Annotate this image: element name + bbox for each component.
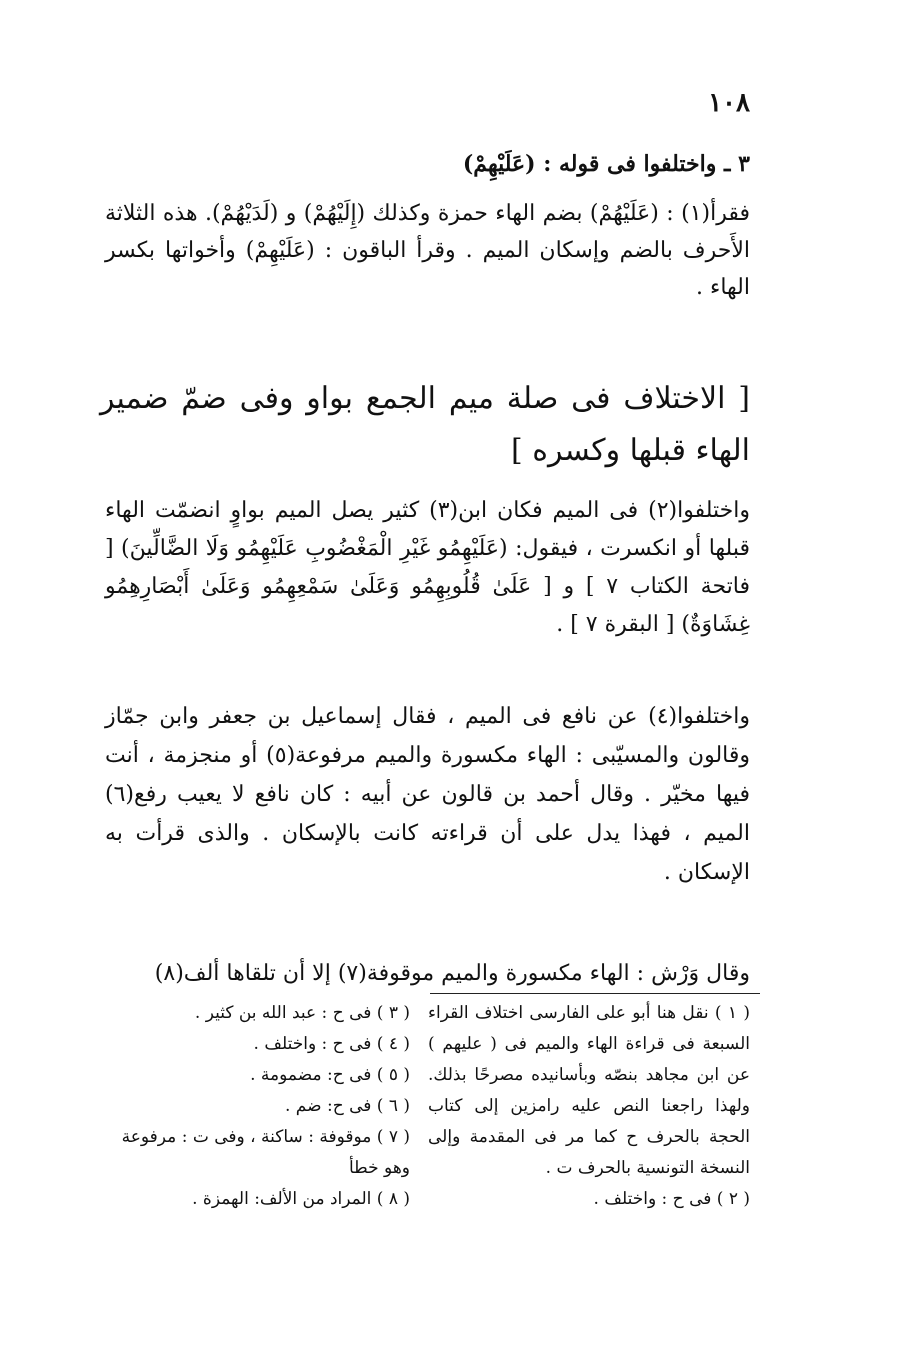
- paragraph-4: وقال وَرْش : الهاء مكسورة والميم موقوفة(٧) إلا أن تلقاها ألف(٨): [154, 961, 750, 986]
- paragraph-2: واختلفوا(٢) فى الميم فكان ابن(٣) كثير يصل الميم بواوٍ انضمّت الهاء قبلها أو انكسرت ، فيقول: (عَلَيْهِمُو غَيْرِ الْمَغْضُوبِ عَلَيْهِمُو وَلَا الضَّالِّينَ) [ فاتحة الكتاب ٧ ] و [ عَلَىٰ قُلُوبِهِمُو وَعَلَىٰ سَمْعِهِمُو وَعَلَىٰ أَبْصَارِهِمُو غِشَاوَةٌ) [ البقرة ٧ ] .: [105, 498, 751, 637]
- footnote-4: ( ٤ ) فى ح : واختلف .: [253, 1034, 410, 1054]
- footnotes-right-column: [428, 998, 750, 1215]
- footnote-divider: [430, 993, 760, 994]
- item-heading: ٣ ـ واختلفوا فى قوله : (عَلَيْهِمْ): [462, 151, 750, 177]
- section-title: [ الاختلاف فى صلة ميم الجمع بواو وفى ضمّ ضمير الهاء قبلها وكسره ]: [100, 381, 750, 468]
- footnotes-left-column: [107, 998, 410, 1215]
- footnote-5: ( ٥ ) فى ح: مضمومة .: [250, 1065, 410, 1085]
- page-number: ١٠٨: [708, 88, 750, 118]
- footnote-6: ( ٦ ) فى ح: ضم .: [285, 1096, 410, 1116]
- paragraph-3: واختلفوا(٤) عن نافع فى الميم ، فقال إسماعيل بن جعفر وابن جمّاز وقالون والمسيّبى : الهاء مكسورة والميم مرفوعة(٥) أو منجزمة ، أنت فيها مخيّر . وقال أحمد بن قالون عن أبيه : كان نافع لا يعيب رفع(٦) الميم ، فهذا يدل على أن قراءته كانت بالإسكان . والذى قرأت به الإسكان .: [105, 704, 750, 885]
- footnote-3: ( ٣ ) فى ح : عبد الله بن كثير .: [194, 1003, 410, 1023]
- footnote-2: ( ٢ ) فى ح : واختلف .: [593, 1189, 750, 1209]
- footnote-1: ( ١ ) نقل هنا أبو على الفارسى اختلاف القراء السبعة فى قراءة الهاء والميم فى ( عليهم ) عن ابن مجاهد بنصّه وبأسانيده مصرحًا بذلك. ولهذا راجعنا النص عليه رامزين إلى كتاب الحجة بالحرف ح كما مر فى المقدمة وإلى النسخة التونسية بالحرف ت .: [428, 1003, 750, 1178]
- footnote-8: ( ٨ ) المراد من الألف: الهمزة .: [192, 1189, 410, 1209]
- footnote-7: ( ٧ ) موقوفة : ساكنة ، وفى ت : مرفوعة وهو خطأ: [121, 1127, 410, 1178]
- paragraph-1: فقرأ(١) : (عَلَيْهُمْ) بضم الهاء حمزة وكذلك (إِلَيْهُمْ) و (لَدَيْهُمْ). هذه الثلاثة الأَحرف بالضم وإسكان الميم . وقرأ الباقون : (عَلَيْهِمْ) وأخواتها بكسر الهاء .: [105, 201, 750, 300]
